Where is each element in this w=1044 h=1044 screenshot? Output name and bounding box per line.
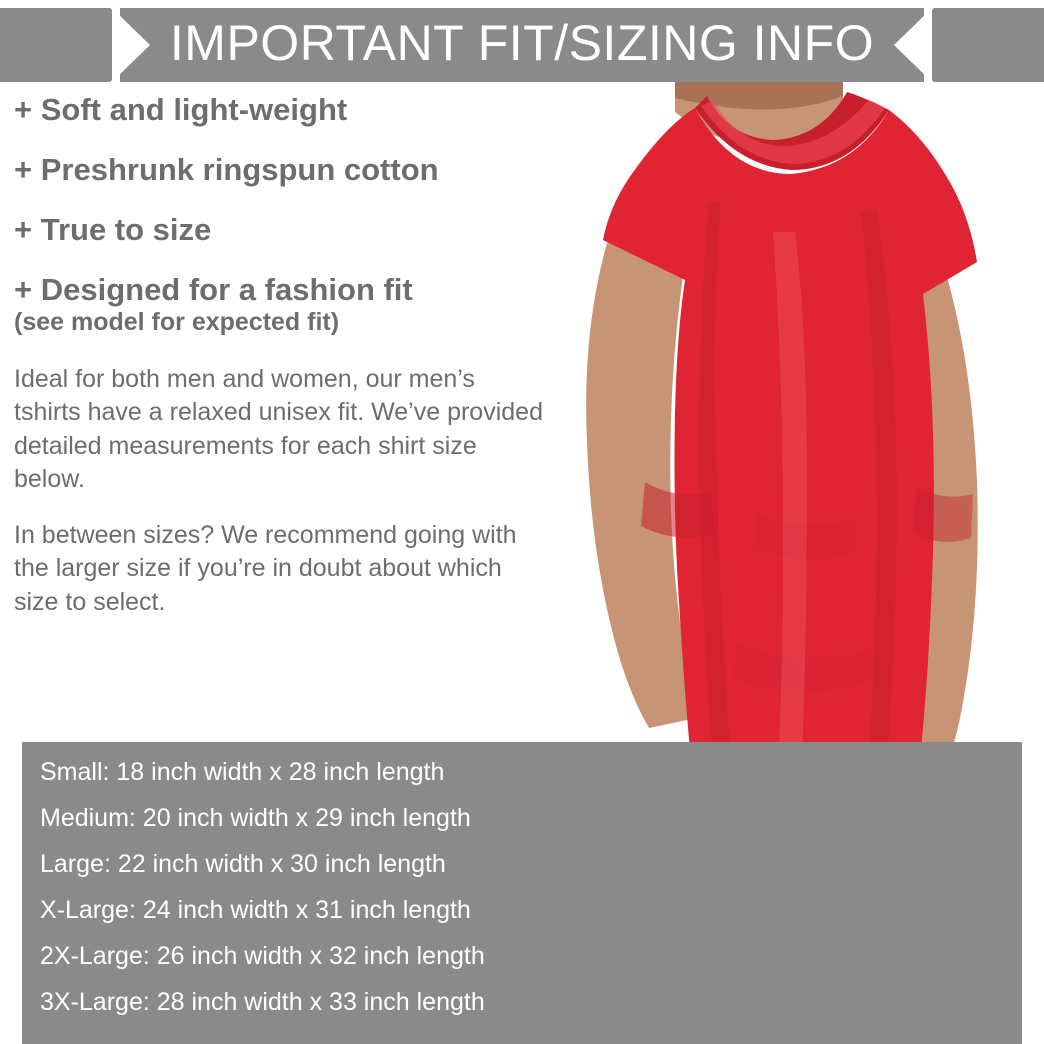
size-row-medium: Medium: 20 inch width x 29 inch length — [40, 804, 471, 832]
size-row-3xlarge: 3X-Large: 28 inch width x 33 inch length — [40, 988, 485, 1016]
body-paragraph-2: In between sizes? We recommend going with the larger size if you’re in doubt about which size to select. — [14, 520, 517, 616]
feature-item-1: + Soft and light-weight — [14, 92, 348, 127]
size-row-small: Small: 18 inch width x 28 inch length — [40, 758, 445, 786]
size-row-large: Large: 22 inch width x 30 inch length — [40, 850, 446, 878]
feature-item-3: + True to size — [14, 212, 212, 247]
size-row-xlarge: X-Large: 24 inch width x 31 inch length — [40, 896, 471, 924]
page-title: IMPORTANT FIT/SIZING INFO — [169, 15, 875, 71]
size-chart — [22, 742, 1022, 1044]
feature-item-2: + Preshrunk ringspun cotton — [14, 152, 439, 187]
feature-note: (see model for expected fit) — [14, 308, 340, 336]
feature-item-4: + Designed for a fashion fit — [14, 272, 413, 307]
features-list — [14, 94, 574, 641]
size-row-2xlarge: 2X-Large: 26 inch width x 32 inch length — [40, 942, 485, 970]
banner — [0, 8, 1044, 82]
body-paragraph-1: Ideal for both men and women, our men’s tshirts have a relaxed unisex fit. We’ve provided detailed measurements for each shirt size below. — [14, 364, 543, 493]
